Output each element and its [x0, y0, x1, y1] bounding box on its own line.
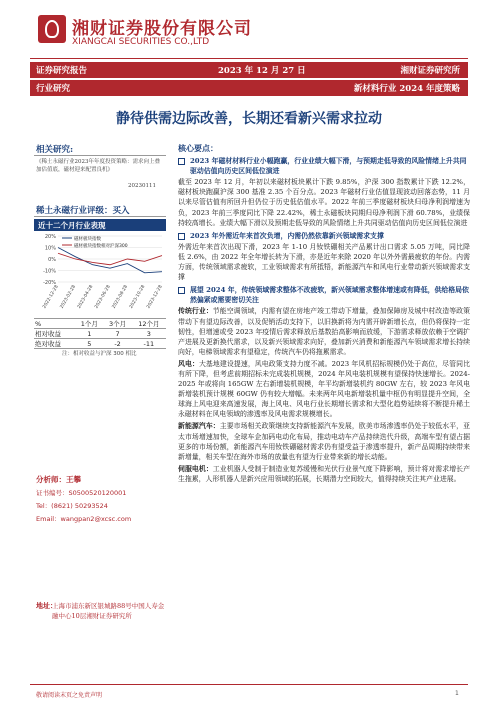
paragraph-text: 节能空调领域，内需有望在房地产竣工带动下增量，叠加保障房及城中村改造等政策带动下有望边际改善，以及促销活动支持下，以旧换新将为内需开辟新增长点，但仍将保持一定韧性，但增速或受 2023 年疫情后需求释放后基数抬高影响而放缓，下游需求释放依赖于空调扩产进展及更新换代需求，以及新兴领域需求向好，叠加新兴消费和新能源汽车领域需求增长持续向好，电梯领域需求有望稳定，传统汽车仍将拖累需求。: [178, 307, 471, 356]
industry-rating: 稀土永磁行业评级：买入: [36, 206, 130, 216]
keyword: 伺服电机：: [178, 464, 213, 473]
disclaimer-link[interactable]: 敬请阅读末页之免责声明: [36, 692, 103, 699]
row-label: 绝对收益: [34, 339, 75, 349]
section-heading: 2023 年磁材材料行业小幅跑赢，行业业绩大幅下滑，与预期走低导致的风险情绪上升共同驱动估值向历史区间低位演进: [178, 156, 470, 176]
divider: [34, 348, 166, 349]
industry-performance-chart: [36, 232, 166, 314]
address-label: 地址：: [36, 601, 57, 610]
analyst: 分析师：王攀: [36, 475, 81, 484]
paragraph-text: 工业机器人受制于制造业复苏缓慢和光伏行业景气度下降影响，预计将对需求增长产生拖累，人形机器人是新兴应用领域的拓展，长期潜力空间较大，值得持续关注其产业进展。: [178, 464, 471, 483]
company-logo-icon: [38, 15, 66, 43]
legend-label: 磁材板块指数: [74, 237, 101, 242]
divider: [34, 155, 166, 156]
table-cell: 3: [132, 329, 166, 339]
analyst-email[interactable]: Email：wangpan2@xcsc.com: [36, 515, 132, 523]
paragraph-text: 主要市场相关政策继续支持新能源汽车发展，欧美市场渗透率仍处于较低水平，亚太市场增速加快，全球车企加码电动化布局，推动电动车产品持续迭代升级，高端车型有望占据更多的市场份额，新能源汽车用钕铁硼磁材需求仍有望受益于渗透率提升，新产品周期持续带来新增量，相关车型在海外市场的放量也有望为行业带来新的增长动能。: [178, 422, 471, 461]
certificate-number: 证书编号：S0500520120001: [36, 489, 127, 497]
page-number: 1: [455, 690, 459, 697]
y-tick-label: -20%: [43, 280, 56, 286]
report-category-band: [30, 80, 468, 96]
chart-heading-bar: [34, 219, 166, 231]
table-header: 12个月: [132, 319, 166, 329]
y-tick-label: 10%: [44, 245, 56, 252]
paragraph-text: 大基地建设提速，风电政策支持力度不减。2023 年风机招标规模仍处于高位，尽管同比有所下降，但考虑前期招标未完成装机规模，2024 年风电装机规模有望保持快速增长。2024-2025 年或将向 165GW 左右新增装机规模，年平均新增装机约 80GW 左右，较 2023 年风电新增装机预计规模 60GW 仍有较大增幅。未来两年风电新增装机量中枢仍有明显提升空间，全球海上风电迎来高速发展，海上风电、风电行业长期增长需求和大型化趋势延续将不断提升稀土永磁材料在风电领域的渗透率及风电需求规模增长。: [178, 359, 470, 419]
performance-table: [34, 318, 166, 348]
related-research-date: 20230111: [128, 183, 156, 189]
x-tick-label: 2022-12-28: [42, 284, 60, 310]
y-tick-label: -10%: [43, 268, 56, 275]
section-paragraph: [178, 421, 470, 461]
section-heading: 展望 2024 年，传统领域需求整体不改疲软，新兴领域需求整体增速或有降低，供给格局依然偏紧或需要密切关注: [178, 285, 470, 305]
table-cell: 7: [103, 329, 131, 339]
y-tick-label: 20%: [44, 234, 56, 240]
section-heading: 2023 年外需近年来首次负增，内需仍然依靠新兴领域需求支撑: [178, 231, 470, 241]
y-tick-label: 0%: [48, 257, 56, 263]
table-cell: 1: [75, 329, 103, 339]
report-date: 2023 年 12 月 27 日: [218, 66, 306, 76]
core-points: [178, 143, 470, 484]
section-paragraph: 外需近年来首次出现下滑，2023 年 1-10 月钕铁硼相关产品累计出口需求 5.05 万吨，同比降低 2.6%，由 2022 年全年增长转为下滑，亦是近年来除 2020 年以外外需最疲软的年份。内需方面，传统领域需求疲软，工业领域需求有所抵牾，新能源汽车和风电行业带动新兴领域需求支撑: [178, 242, 470, 282]
x-tick-label: 2023-04-28: [76, 284, 95, 310]
header-divider: [30, 58, 468, 59]
section-paragraph: [178, 464, 470, 484]
section-paragraph: 截至 2023 年 12 月，年初以来磁材板块累计下跌 9.85%，沪深 300 指数累计下跌 12.2%，磁材板块跑赢沪深 300 基准 2.35 个百分点。2023 年磁材行业估值显现波动回落态势，11 月以来尽管估值有所回升但仍位于历史低估值水平。2022 年前三季度磁材板块归母净利润增速为负，2023 年前三季度同比下降 22.42%，稀土永磁板块同期归母净利润下滑 60.78%，业绩保持较高增长。业绩大幅下滑以及预期走低导致的风险情绪上升共同驱动估值向历史区间低位演进: [178, 178, 470, 227]
keyword: 传统行业：: [178, 307, 213, 316]
series-line: [58, 248, 162, 273]
legend-label: 磁材板块指数相对沪深300: [74, 244, 128, 249]
table-row: [34, 329, 166, 339]
row-label: 相对收益: [34, 329, 75, 339]
chart-heading: 近十二个月行业表现: [38, 221, 106, 230]
x-tick-label: 2023-08-28: [111, 284, 130, 310]
report-series: 新材料行业 2024 年度策略: [353, 84, 460, 94]
table-row: [34, 339, 166, 349]
report-title: 静待供需边际改善，长期还看新兴需求拉动: [116, 111, 382, 127]
section-paragraph: [178, 359, 470, 420]
related-research-heading: 相关研究:: [36, 145, 74, 155]
research-institute: 湘财证券研究所: [400, 66, 460, 76]
keyword: 新能源汽车：: [178, 422, 220, 431]
table-note: 注：相对收益与沪深 300 相比: [62, 351, 137, 357]
analyst-tel: Tel：(8621) 50293524: [36, 502, 108, 510]
keyword: 风电：: [178, 359, 199, 368]
core-points-heading: 核心要点：: [178, 143, 218, 153]
report-info-band: [30, 62, 468, 78]
table-header: 1个月: [75, 319, 103, 329]
x-tick-label: 2023-02-28: [59, 284, 78, 310]
x-tick-label: 2023-10-28: [128, 284, 147, 310]
divider: [34, 216, 166, 217]
footer-divider: [30, 684, 468, 685]
company-name-en: XIANGCAI SECURITIES CO.,LTD: [72, 37, 210, 47]
address: 上海市浦东新区银城路88号中国人寿金融中心10层湘财证券研究所: [52, 602, 165, 620]
table-header: %: [34, 319, 75, 329]
table-cell: -11: [132, 339, 166, 349]
section-paragraph: [178, 306, 470, 356]
table-cell: -2: [103, 339, 131, 349]
x-tick-label: 2023-06-28: [94, 284, 112, 310]
report-type: 证券研究报告: [36, 66, 88, 76]
table-header: 3个月: [103, 319, 131, 329]
company-name: 湘财证券股份有限公司: [72, 19, 252, 39]
table-cell: 5: [75, 339, 103, 349]
related-research-link[interactable]: 《稀土永磁行业2023年年度投资策略：需求向上叠加估值底，磁材迎来配置良机》: [36, 159, 160, 173]
report-category: 行业研究: [36, 84, 71, 94]
table-header-row: [34, 319, 166, 329]
x-tick-label: 2023-12-28: [146, 284, 164, 310]
